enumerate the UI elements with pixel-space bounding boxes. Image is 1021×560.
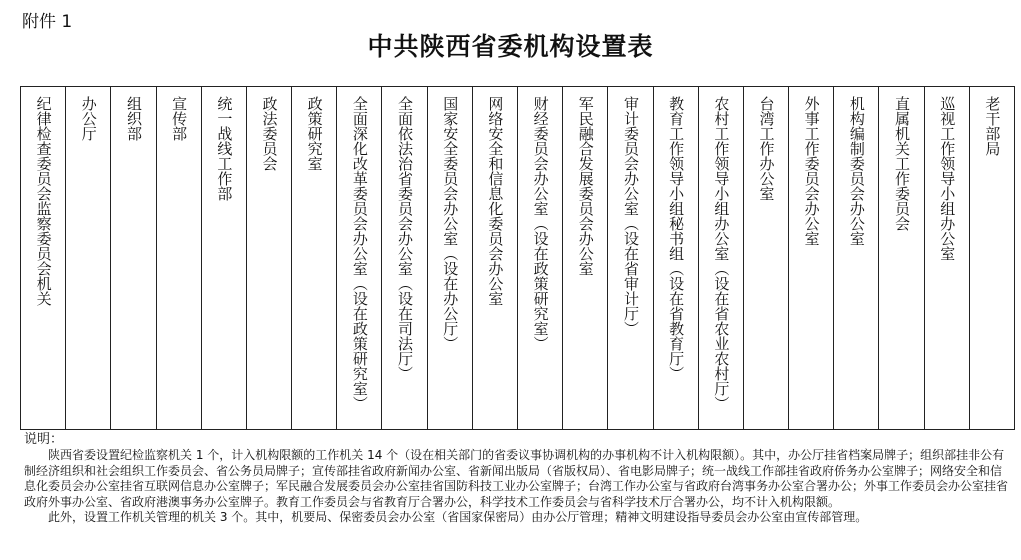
column-label: 机构编制委员会办公室 [847,96,866,246]
column-label: 网络安全和信息化委员会办公室 [486,96,505,306]
table-column [699,87,744,429]
table-column [654,87,699,429]
notes-paragraph: 此外，设置工作机关管理的机关 3 个。其中，机要局、保密委员会办公室（省国家保密局）由办公厅管理；精神文明建设指导委员会办公室由宣传部管理。 [48,510,868,524]
table-column [66,87,111,429]
column-label: 教育工作领导小组秘书组（设在省教育厅） [667,96,686,381]
table-column [202,87,247,429]
table-column [608,87,653,429]
table-column [834,87,879,429]
column-label: 办公厅 [79,96,98,141]
column-label: 宣传部 [170,96,189,141]
column-label: 直属机关工作委员会 [893,96,912,231]
column-label: 审计委员会办公室（设在省审计厅） [621,96,640,336]
table-column [21,87,66,429]
table-column [157,87,202,429]
column-label: 巡视工作领导小组办公室 [938,96,957,261]
column-label: 纪律检查委员会监察委员会机关 [34,96,53,306]
table-column [382,87,427,429]
column-label: 政法委员会 [260,96,279,171]
column-label: 国家安全委员会办公室（设在办公厅） [441,96,460,351]
column-label: 农村工作领导小组办公室（设在省农业农村厅） [712,96,731,411]
table-column [744,87,789,429]
attachment-label: 附件 1 [22,12,73,32]
table-column [970,87,1015,429]
notes-section [24,432,1012,526]
table-column [563,87,608,429]
table-column [925,87,970,429]
table-column [292,87,337,429]
column-label: 外事工作委员会办公室 [802,96,821,246]
column-label: 全面深化改革委员会办公室（设在政策研究室） [350,96,369,411]
column-label: 政策研究室 [305,96,324,171]
column-label: 组织部 [124,96,143,141]
column-label: 台湾工作办公室 [757,96,776,201]
table-column [789,87,834,429]
table-column [337,87,382,429]
column-label: 统一战线工作部 [215,96,234,201]
column-label: 全面依法治省委员会办公室（设在司法厅） [396,96,415,381]
table-column [247,87,292,429]
column-label: 军民融合发展委员会办公室 [576,96,595,276]
table-column [111,87,156,429]
column-label: 老干部局 [983,96,1002,156]
page-title: 中共陕西省委机构设置表 [367,32,654,61]
table-column [879,87,924,429]
table-column [473,87,518,429]
table-column [428,87,473,429]
notes-paragraph: 陕西省委设置纪检监察机关 1 个，计入机构限额的工作机关 14 个（设在相关部门的省委议事协调机构的办事机构不计入机构限额）。其中，办公厅挂省档案局牌子；组织部挂非公有制经济组织和社会组织工作委员会、省公务员局牌子；宣传部挂省政府新闻办公室、省新闻出版局（省版权局）、省电影局牌子；统一战线工作部挂省政府侨务办公室牌子；网络安全和信息化委员会办公室挂省互联网信息办公室牌子；军民融合发展委员会办公室挂省国防科技工业办公室牌子；台湾工作办公室与省政府台湾事务办公室合署办公；外事工作委员会办公室挂省政府外事办公室、省政府港澳事务办公室牌子。教育工作委员会与省教育厅合署办公，科学技术工作委员会与省科学技术厅合署办公，均不计入机构限额。 [24,448,1009,509]
column-label: 财经委员会办公室（设在政策研究室） [531,96,550,351]
org-structure-table [20,86,1015,430]
notes-label: 说明： [24,432,64,447]
table-column [518,87,563,429]
